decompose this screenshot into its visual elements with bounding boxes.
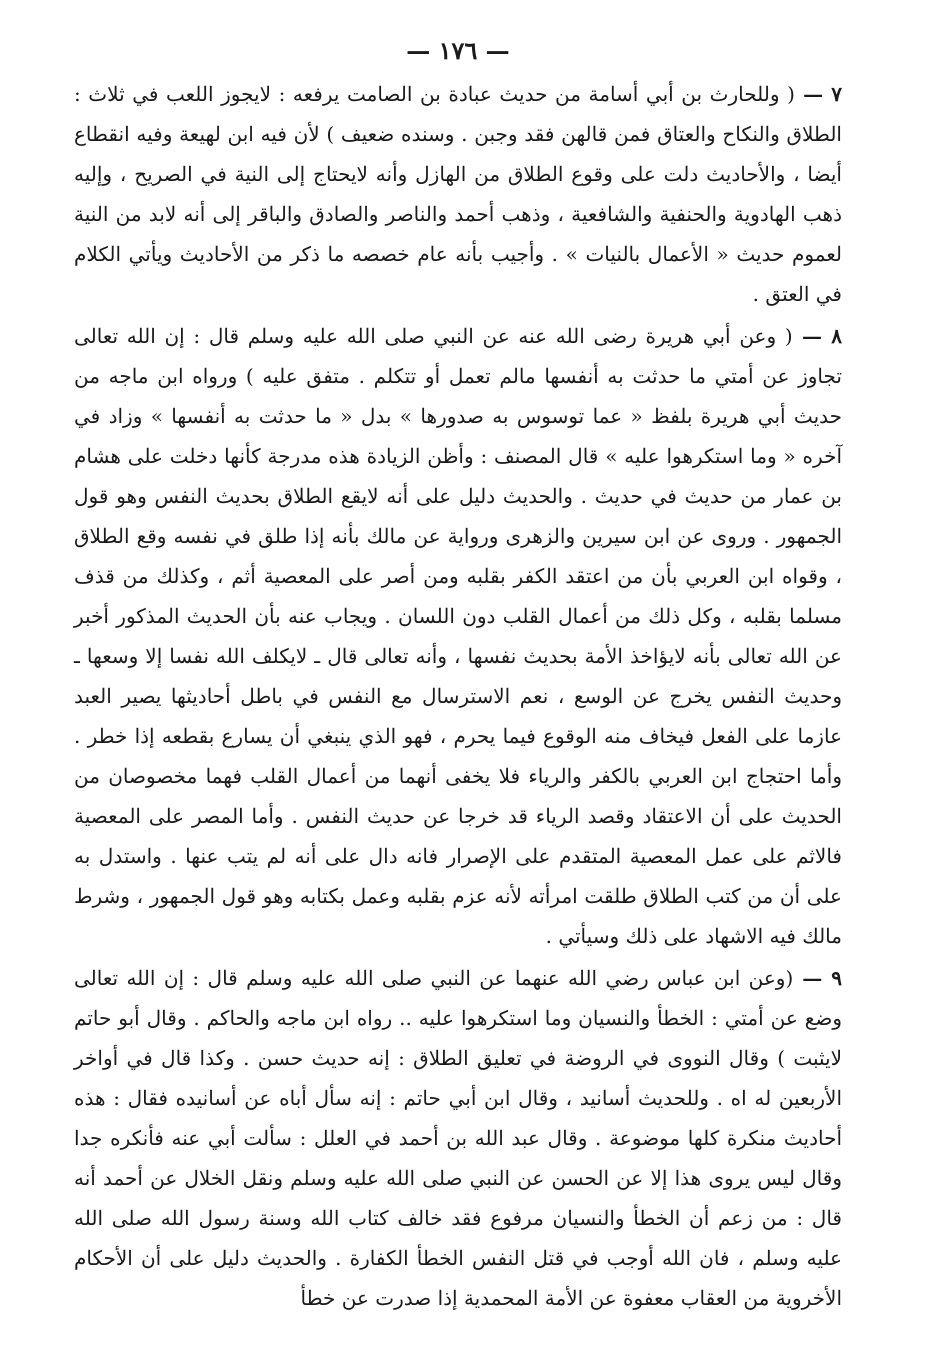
paragraph-number: ٩ —	[793, 966, 842, 990]
paragraph-number: ٧ —	[794, 82, 842, 106]
paragraph-8	[74, 316, 842, 956]
paragraph-text: ( وللحارث بن أبي أسامة من حديث عبادة بن الصامت يرفعه : لايجوز اللعب في ثلاث : الطلاق والنكاح والعتاق فمن قالهن فقد وجبن . وسنده ضعيف ) لأن فيه ابن لهيعة وفيه انقطاع أيضا ، والأحاديث دلت على وقوع الطلاق من الهازل وأنه لايحتاج إلى النية في الصريح ، وإليه ذهب الهادوية والحنفية والشافعية ، وذهب أحمد والناصر والصادق والباقر إلى أنه لابد من النية لعموم حديث « الأعمال بالنيات » . وأجيب بأنه عام خصصه ما ذكر من الأحاديث ويأتي الكلام في العتق .	[74, 82, 842, 306]
paragraph-text: (وعن ابن عباس رضي الله عنهما عن النبي صلى الله عليه وسلم قال : إن الله تعالى وضع عن أمتي : الخطأ والنسيان وما استكرهوا عليه .. رواه ابن ماجه والحاكم . وقال أبو حاتم لايثبت ) وقال النووى في الروضة في تعليق الطلاق : إنه حديث حسن . وكذا قال في أواخر الأربعين له اه . وللحديث أسانيد ، وقال ابن أبي حاتم : إنه سأل أباه عن أسانيده فقال : هذه أحاديث منكرة كلها موضوعة . وقال عبد الله بن أحمد في العلل : سألت أبي عنه فأنكره جدا وقال ليس يروى هذا إلا عن الحسن عن النبي صلى الله عليه وسلم ونقل الخلال عن أحمد أنه قال : من زعم أن الخطأ والنسيان مرفوع فقد خالف كتاب الله وسنة رسول الله صلى الله عليه وسلم ، فان الله أوجب في قتل النفس الخطأ الكفارة . والحديث دليل على أن الأحكام الأخروية من العقاب معفوة عن الأمة المحمدية إذا صدرت عن خطأ	[74, 966, 843, 1310]
page-number: — ١٧٦ —	[406, 36, 510, 65]
paragraph-text: ( وعن أبي هريرة رضى الله عنه عن النبي صلى الله عليه وسلم قال : إن الله تعالى تجاوز عن أمتي ما حدثت به أنفسها مالم تعمل أو تتكلم . متفق عليه ) ورواه ابن ماجه من حديث أبي هريرة بلفظ « عما توسوس به صدورها » بدل « ما حدثت به أنفسها » وزاد في آخره « وما استكرهوا عليه » قال المصنف : وأظن الزيادة هذه مدرجة كأنها دخلت على هشام بن عمار من حديث في حديث . والحديث دليل على أنه لايقع الطلاق بحديث النفس وهو قول الجمهور . وروى عن ابن سيرين والزهرى ورواية عن مالك بأنه إذا طلق في نفسه وقع الطلاق ، وقواه ابن العربي بأن من اعتقد الكفر بقلبه ومن أصر على المعصية أثم ، وكذلك من قذف مسلما بقلبه ، وكل ذلك من أعمال القلب دون اللسان . ويجاب عنه بأن الحديث المذكور أخبر عن الله تعالى بأنه لايؤاخذ الأمة بحديث نفسها ، وأنه تعالى قال ـ لايكلف الله نفسا إلا وسعها ـ وحديث النفس يخرج عن الوسع ، نعم الاسترسال مع النفس في باطل أحاديثها يصير العبد عازما على الفعل فيخاف منه الوقوع فيما يحرم ، فهو الذي ينبغي أن يسارع بقطعه إذا خطر . وأما احتجاج ابن العربي بالكفر والرياء فلا يخفى أنهما من أعمال القلب فهما مخصوصان من الحديث على أن الاعتقاد وقصد الرياء قد خرجا عن حديث النفس . وأما المصر على المعصية فالاثم على عمل المعصية المتقدم على الإصرار فانه دال على أنه لم يتب عنها . واستدل به على أن من كتب الطلاق طلقت امرأته لأنه عزم بقلبه وعمل بكتابه وهو قول الجمهور ، وشرط مالك فيه الاشهاد على ذلك وسيأتي .	[74, 324, 842, 948]
paragraph-number: ٨ —	[792, 324, 842, 348]
paragraph-7	[74, 74, 842, 314]
paragraph-9	[74, 958, 842, 1318]
document-page	[74, 28, 842, 1348]
